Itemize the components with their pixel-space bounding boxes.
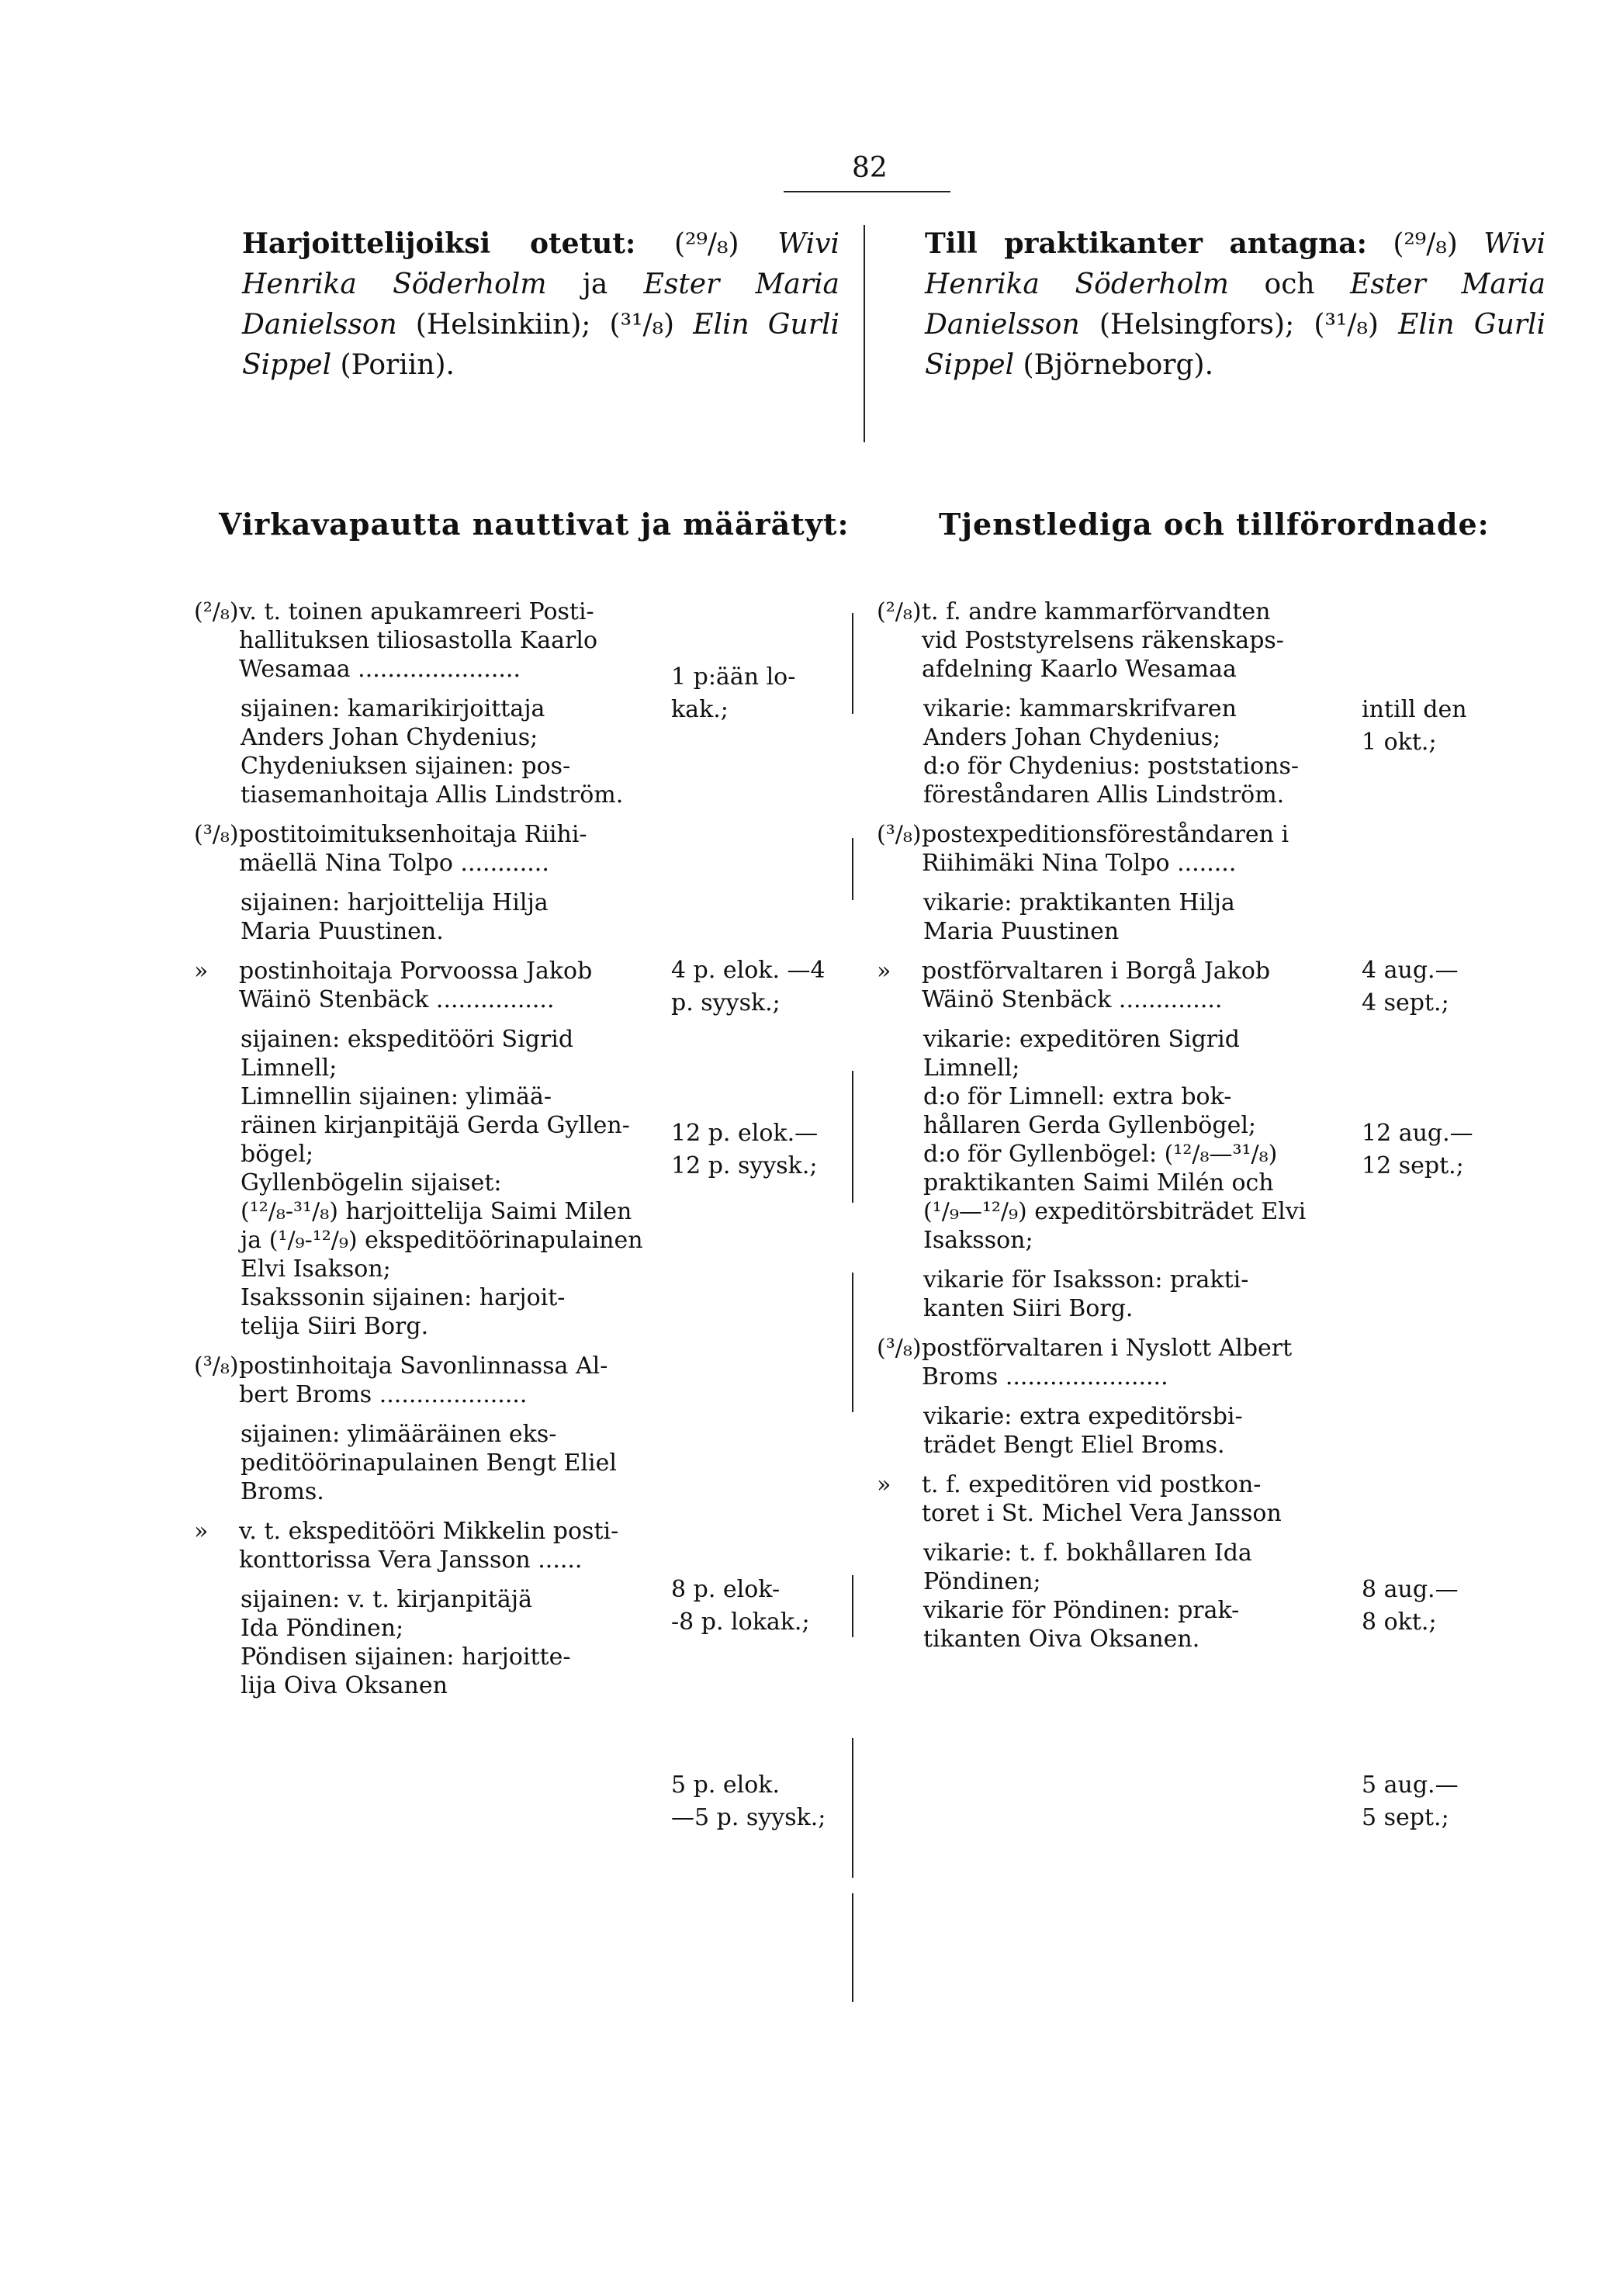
sv-entry-line: hållaren Gerda Gyllenbögel; [923,1112,1257,1139]
fi-period-cell: 12 p. syysk.; [671,1152,818,1179]
fi-entry-line: postitoimituksenhoitaja Riihi- [239,821,587,848]
fi-entry-line: postinhoitaja Porvoossa Jakob [239,958,593,985]
sv-entry-line: t. f. expeditören vid postkon- [922,1471,1262,1498]
intro-finnish [242,223,839,386]
sv-entry [877,1334,1358,1391]
sv-entry-line: vikarie: kammarskrifvaren [923,695,1237,722]
sv-entry-line: vikarie: praktikanten Hilja [923,889,1235,916]
fi-period-cell: kak.; [671,696,729,723]
fi-entry-line: Chydeniuksen sijainen: pos- [241,753,571,780]
sv-entry-line: afdelning Kaarlo Wesamaa [922,656,1237,683]
fi-entry-line: Maria Puustinen. [241,918,444,945]
fi-period-cell: 1 p:ään lo- [671,663,796,691]
sv-entry-line: kanten Siiri Borg. [923,1295,1134,1322]
fi-entry-line: sijainen: harjoittelija Hilja [241,889,549,916]
sv-entry [877,694,1358,809]
fi-entry-line: hallituksen tiliosastolla Kaarlo [239,627,598,654]
fi-entry [194,888,659,946]
fi-entry-line: bögel; [241,1141,313,1168]
column-divider-1 [852,613,853,714]
fi-period-cell: p. syysk.; [671,989,781,1016]
fi-entry [194,694,659,809]
sv-entry-date-mark: » [877,958,891,985]
sv-period-cell: 1 okt.; [1362,729,1437,756]
fi-period-cell: 12 p. elok.— [671,1120,819,1147]
finnish-column [194,597,659,1711]
swedish-column [877,597,1358,1664]
fi-period-cell: 5 p. elok. [671,1771,781,1799]
fi-entry-line: Wesamaa ...................... [239,656,521,683]
intro-fi-and: ja [582,268,608,300]
intro-fi-name3: Elin Gurli Sippel [242,309,839,381]
fi-entry [194,1585,659,1700]
sv-period-cell: 12 sept.; [1362,1152,1464,1179]
sv-entry-line: Wäinö Stenbäck .............. [922,986,1223,1013]
sv-entry [877,1025,1358,1255]
fi-entry-line: v. t. toinen apukamreeri Posti- [239,598,594,625]
fi-entry [194,1352,659,1409]
intro-fi-date1: (²⁹/₈) [673,228,739,260]
sv-entry-line: vikarie för Isaksson: prakti- [923,1266,1249,1293]
fi-entry-line: Ida Pöndinen; [241,1615,404,1642]
fi-entry-line: sijainen: ekspeditööri Sigrid [241,1026,574,1053]
intro-sv-heading: Till praktikanter antagna: [925,227,1367,260]
intro-sv-place2: (Björneborg). [1023,349,1214,381]
sv-entry [877,1266,1358,1323]
sv-entry-line: Isaksson; [923,1227,1033,1254]
sv-entry-date-mark: (²/₈) [877,598,922,625]
page-number: 82 [852,152,888,184]
sv-entry-line: postförvaltaren i Borgå Jakob [922,958,1271,985]
sv-entry-line: d:o för Gyllenbögel: (¹²/₈—³¹/₈) [923,1141,1278,1168]
heading-finnish: Virkavapautta nauttivat ja määrätyt: [219,507,850,542]
intro-fi-heading: Harjoittelijoiksi otetut: [242,227,636,260]
sv-entry-line: vikarie: t. f. bokhållaren Ida [923,1539,1252,1567]
sv-entry-line: toret i St. Michel Vera Jansson [922,1500,1282,1527]
intro-sv-place1: (Helsingfors); [1099,309,1295,341]
fi-entry-line: v. t. ekspeditööri Mikkelin posti- [239,1518,619,1545]
sv-entry [877,597,1358,684]
fi-entry-line: bert Broms .................... [239,1381,528,1408]
fi-entry-line: sijainen: ylimääräinen eks- [241,1421,557,1448]
sv-entry [877,1402,1358,1460]
fi-period-cell: —5 p. syysk.; [671,1804,826,1831]
sv-period-cell: intill den [1362,696,1467,723]
fi-entry-line: mäellä Nina Tolpo ............ [239,850,549,877]
sv-entry-line: Broms ...................... [922,1363,1168,1390]
heading-swedish: Tjenstlediga och tillförordnade: [939,507,1490,542]
intro-sv-date1: (²⁹/₈) [1393,228,1458,260]
sv-entry-line: postexpeditionsföreståndaren i [922,821,1289,848]
fi-entry [194,1420,659,1506]
sv-entry-line: tikanten Oiva Oksanen. [923,1626,1200,1653]
sv-period-cell: 8 aug.— [1362,1576,1459,1603]
sv-entry-line: d:o för Limnell: extra bok- [923,1083,1232,1110]
sv-entry-date-mark: (³/₈) [877,1335,922,1362]
sv-period-cell: 4 sept.; [1362,989,1449,1016]
fi-entry-line: Isakssonin sijainen: harjoit- [241,1284,566,1311]
sv-entry-line: Limnell; [923,1054,1020,1082]
fi-entry-date-mark: (³/₈) [194,821,239,848]
fi-period-cell: 8 p. elok- [671,1576,781,1603]
sv-entry [877,957,1358,1014]
sv-period-cell: 5 sept.; [1362,1804,1449,1831]
fi-entry-line: postinhoitaja Savonlinnassa Al- [239,1352,608,1380]
column-divider-4 [852,1273,853,1412]
fi-entry [194,1025,659,1341]
sv-entry-line: postförvaltaren i Nyslott Albert [922,1335,1293,1362]
sv-entry [877,888,1358,946]
fi-entry-date-mark: (²/₈) [194,598,239,625]
fi-entry-line: sijainen: kamarikirjoittaja [241,695,545,722]
column-divider-5 [852,1575,853,1637]
intro-fi-name2: Ester Maria Danielsson [242,268,840,341]
fi-period-cell: 4 p. elok. —4 [671,957,826,984]
sv-period-cell: 8 okt.; [1362,1609,1437,1636]
column-divider-2 [852,838,853,900]
fi-entry-line: telija Siiri Borg. [241,1313,429,1340]
fi-entry-line: Broms. [241,1478,324,1505]
column-divider-7 [852,1893,853,2002]
fi-entry-line: tiasemanhoitaja Allis Lindström. [241,781,624,809]
intro-sv-name1: Wivi Henrika Söderholm [925,228,1546,300]
fi-entry-line: Wäinö Stenbäck ................ [239,986,555,1013]
sv-entry-line: vikarie: extra expeditörsbi- [923,1403,1243,1430]
intro-fi-place2: (Poriin). [340,349,455,381]
intro-sv-and: och [1264,268,1315,300]
sv-entry [877,820,1358,878]
fi-entry-line: (¹²/₈-³¹/₈) harjoittelija Saimi Milen [241,1198,632,1225]
sv-entry-line: (¹/₉—¹²/₉) expeditörsbiträdet Elvi [923,1198,1307,1225]
fi-entry-line: Limnell; [241,1054,338,1082]
sv-entry-date-mark: » [877,1471,891,1498]
column-divider-3 [852,1071,853,1203]
fi-entry [194,597,659,684]
column-divider-top [864,225,865,442]
fi-entry-line: konttorissa Vera Jansson ...... [239,1546,583,1574]
fi-entry-line: peditöörinapulainen Bengt Eliel [241,1449,617,1477]
fi-entry-line: lija Oiva Oksanen [241,1672,448,1699]
sv-entry-line: vikarie för Pöndinen: prak- [923,1597,1240,1624]
sv-entry-line: vikarie: expeditören Sigrid [923,1026,1240,1053]
fi-period-cell: -8 p. lokak.; [671,1609,810,1636]
column-divider-6 [852,1738,853,1878]
sv-period-cell: 4 aug.— [1362,957,1459,984]
intro-fi-date2: (³¹/₈) [609,309,675,341]
fi-entry [194,957,659,1014]
fi-entry-line: Gyllenbögelin sijaiset: [241,1169,502,1196]
sv-entry-line: praktikanten Saimi Milén och [923,1169,1274,1196]
sv-entry-line: Pöndinen; [923,1568,1041,1595]
sv-entry-line: Anders Johan Chydenius; [923,724,1221,751]
intro-fi-place1: (Helsinkiin); [415,309,591,341]
fi-entry [194,820,659,878]
fi-entry [194,1517,659,1574]
fi-entry-date-mark: » [194,1518,209,1545]
fi-entry-line: Elvi Isakson; [241,1255,391,1283]
intro-swedish [925,223,1546,386]
intro-sv-date2: (³¹/₈) [1314,309,1379,341]
sv-entry-line: Maria Puustinen [923,918,1120,945]
sv-entry-line: Riihimäki Nina Tolpo ........ [922,850,1237,877]
sv-entry-date-mark: (³/₈) [877,821,922,848]
sv-entry-line: d:o för Chydenius: poststations- [923,753,1300,780]
sv-entry-line: föreståndaren Allis Lindström. [923,781,1285,809]
sv-period-cell: 12 aug.— [1362,1120,1473,1147]
fi-entry-date-mark: (³/₈) [194,1352,239,1380]
fi-entry-line: sijainen: v. t. kirjanpitäjä [241,1586,532,1613]
fi-entry-date-mark: » [194,958,209,985]
intro-sv-name2: Ester Maria Danielsson [925,268,1546,341]
page-number-rule [784,191,950,192]
sv-entry-line: t. f. andre kammarförvandten [922,598,1271,625]
sv-entry-line: vid Poststyrelsens räkenskaps- [922,627,1284,654]
intro-fi-name1: Wivi Henrika Söderholm [242,228,839,300]
fi-entry-line: Pöndisen sijainen: harjoitte- [241,1643,571,1671]
fi-entry-line: Limnellin sijainen: ylimää- [241,1083,552,1110]
fi-entry-line: ja (¹/₉-¹²/₉) ekspeditöörinapulainen [241,1227,643,1254]
fi-entry-line: Anders Johan Chydenius; [241,724,538,751]
sv-entry-line: trädet Bengt Eliel Broms. [923,1432,1225,1459]
sv-entry [877,1470,1358,1528]
intro-sv-name3: Elin Gurli Sippel [925,309,1546,381]
sv-period-cell: 5 aug.— [1362,1771,1459,1799]
fi-entry-line: räinen kirjanpitäjä Gerda Gyllen- [241,1112,630,1139]
sv-entry [877,1539,1358,1654]
